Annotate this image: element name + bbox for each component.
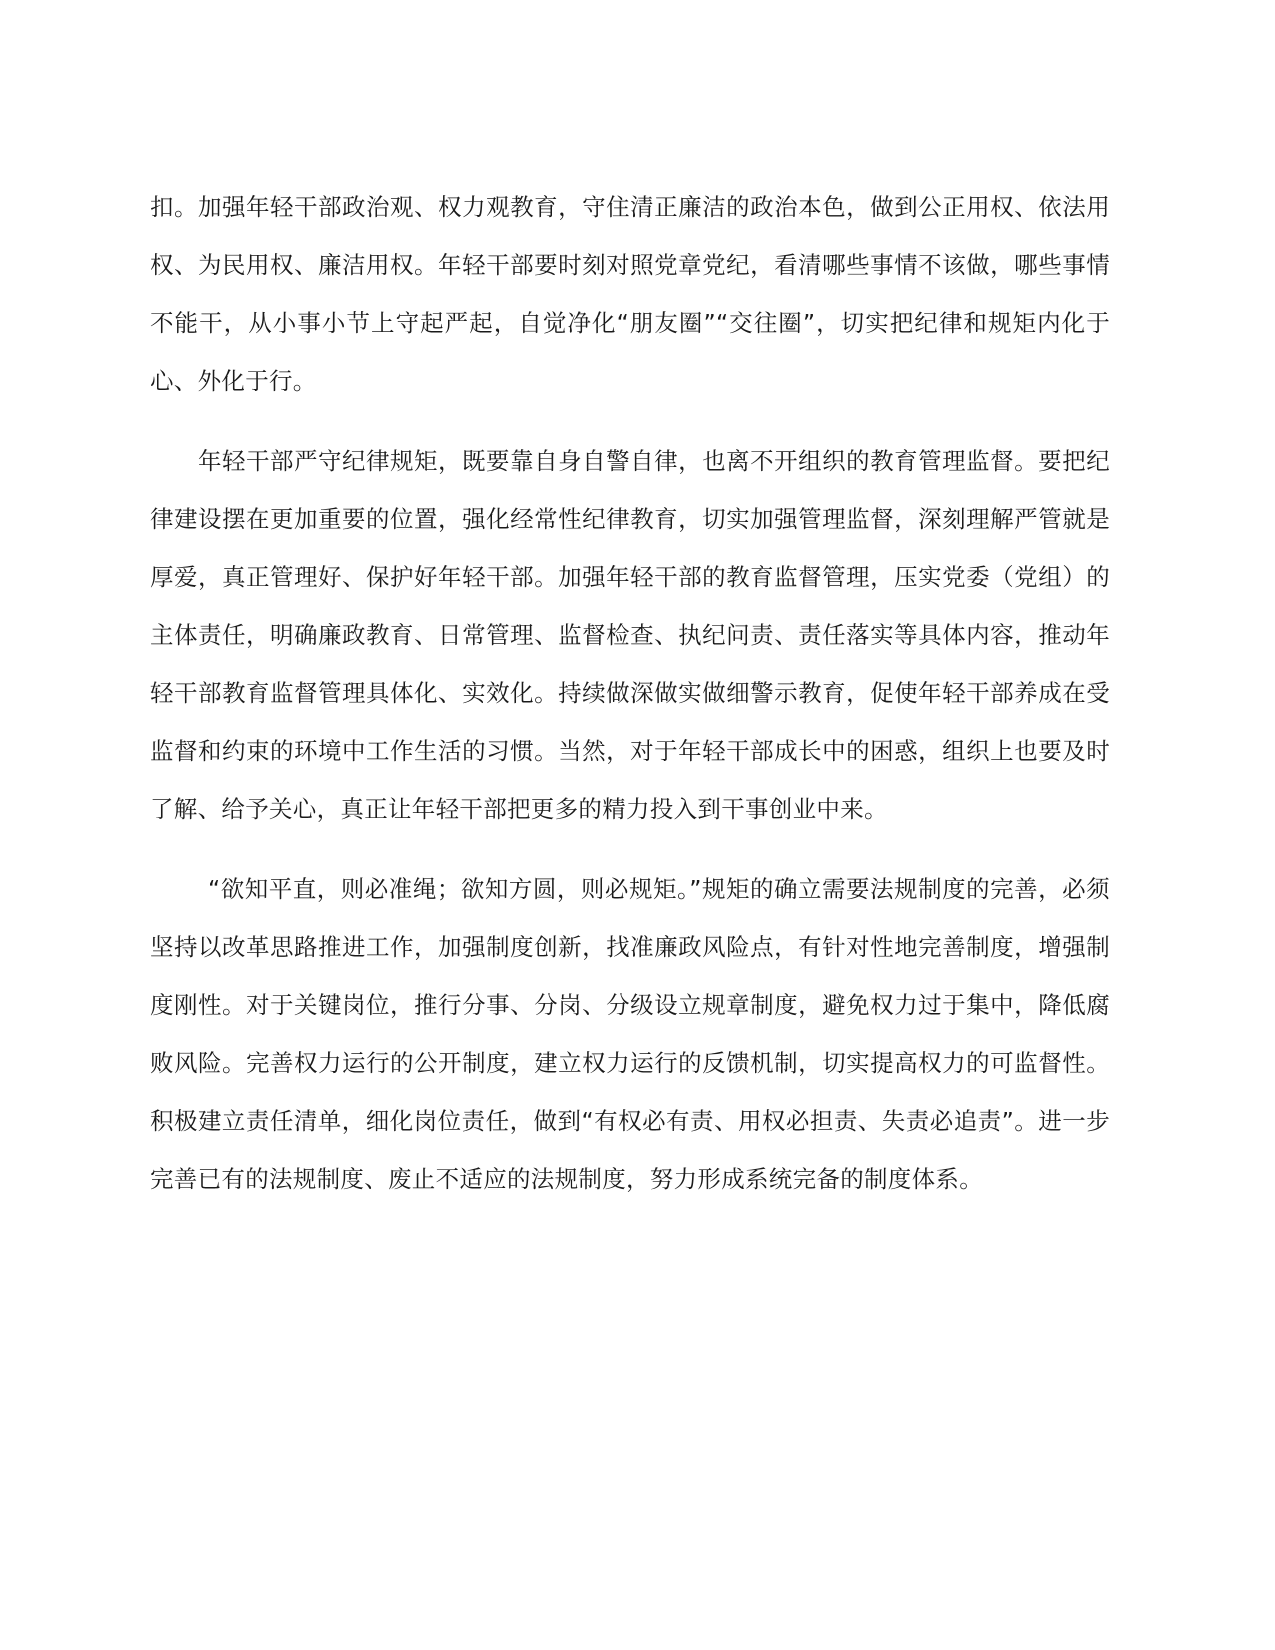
paragraph-continued: 扣。加强年轻干部政治观、权力观教育，守住清正廉洁的政治本色，做到公正用权、依法用权、为民用权、廉洁用权。年轻干部要时刻对照党章党纪，看清哪些事情不该做，哪些事情不能干，从小事小节上守起严起，自觉净化“朋友圈”“交往圈”，切实把纪律和规矩内化于心、外化于行。 xyxy=(150,193,1110,395)
paragraph-organization-supervision: 年轻干部严守纪律规矩，既要靠自身自警自律，也离不开组织的教育管理监督。要把纪律建设摆在更加重要的位置，强化经常性纪律教育，切实加强管理监督，深刻理解严管就是厚爱，真正管理好、保护好年轻干部。加强年轻干部的教育监督管理，压实党委（党组）的主体责任，明确廉政教育、日常管理、监督检查、执纪问责、责任落实等具体内容，推动年轻干部教育监督管理具体化、实效化。持续做深做实做细警示教育，促使年轻干部养成在受监督和约束的环境中工作生活的习惯。当然，对于年轻干部成长中的困惑，组织上也要及时了解、给予关心，真正让年轻干部把更多的精力投入到干事创业中来。 xyxy=(150,447,1110,823)
document-body xyxy=(150,178,1110,1208)
paragraph-institutional-rules: “欲知平直，则必准绳；欲知方圆，则必规矩。”规矩的确立需要法规制度的完善，必须坚持以改革思路推进工作，加强制度创新，找准廉政风险点，有针对性地完善制度，增强制度刚性。对于关键岗位，推行分事、分岗、分级设立规章制度，避免权力过于集中，降低腐败风险。完善权力运行的公开制度，建立权力运行的反馈机制，切实提高权力的可监督性。积极建立责任清单，细化岗位责任，做到“有权必有责、用权必担责、失责必追责”。进一步完善已有的法规制度、废止不适应的法规制度，努力形成系统完备的制度体系。 xyxy=(150,875,1110,1193)
